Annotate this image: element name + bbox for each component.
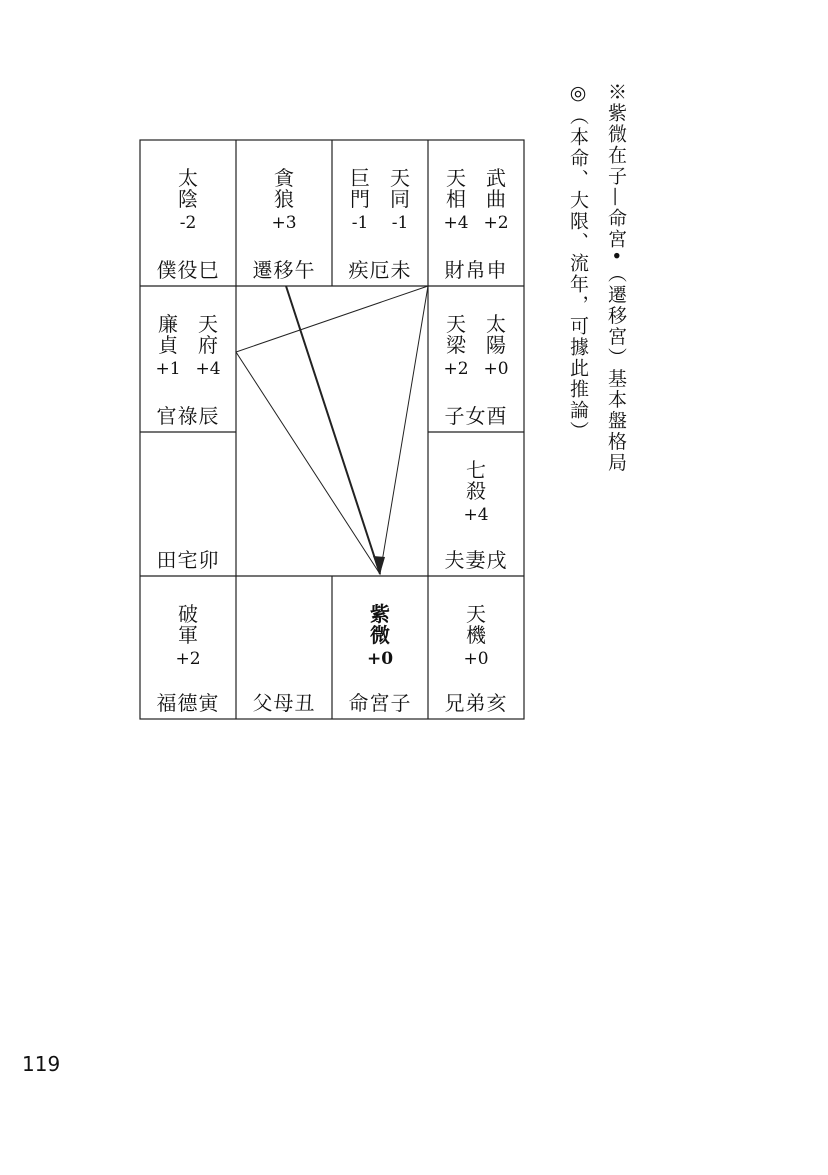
star-brightness: +0 — [483, 359, 509, 379]
star-brightness: +2 — [443, 359, 469, 379]
palace-name: 父母丑 — [252, 691, 316, 715]
palace-chen — [155, 312, 220, 428]
palace-zi — [349, 602, 412, 715]
star-name-char: 相 — [446, 187, 466, 211]
star-name-char: 太 — [486, 312, 506, 336]
palace-name: 官祿辰 — [156, 404, 220, 428]
star-brightness: +1 — [155, 359, 181, 379]
star-name-char: 貞 — [158, 333, 178, 357]
palace-name: 田宅卯 — [156, 548, 220, 572]
triangle-connectors — [236, 286, 428, 574]
star-name-char: 曲 — [486, 187, 506, 211]
star-brightness: +0 — [366, 649, 394, 669]
palace-chou — [253, 691, 316, 715]
star-name-char: 軍 — [178, 623, 198, 647]
star-name-char: 梁 — [446, 333, 466, 357]
star-brightness: -1 — [351, 213, 369, 233]
palace-name: 福德寅 — [156, 691, 220, 715]
palace-name: 子女酉 — [444, 404, 508, 428]
palace-yin — [157, 602, 220, 715]
palace-wei — [349, 166, 412, 282]
star-name-char: 貪 — [274, 166, 294, 190]
palace-name: 遷移午 — [252, 258, 316, 282]
palace-name: 僕役巳 — [156, 258, 220, 282]
star-name-char: 門 — [350, 187, 370, 211]
star-name-char: 陰 — [178, 187, 198, 211]
star-brightness: -2 — [179, 213, 197, 233]
palace-name: 財帛申 — [444, 258, 508, 282]
title-note: ※紫微在子—命宮•（遷移宮）基本盤格局 — [605, 82, 627, 474]
star-name-char: 天 — [390, 166, 410, 190]
star-brightness: +3 — [271, 213, 297, 233]
star-name-char: 狼 — [274, 187, 294, 211]
star-name-char: 天 — [446, 166, 466, 190]
palace-name: 夫妻戌 — [444, 548, 508, 572]
star-name-char: 微 — [370, 623, 390, 647]
star-brightness: +4 — [443, 213, 469, 233]
star-name-char: 太 — [178, 166, 198, 190]
star-name-char: 天 — [466, 602, 486, 626]
page-number: 119 — [22, 1052, 61, 1076]
star-brightness: +2 — [483, 213, 509, 233]
palace-name: 命宮子 — [348, 691, 412, 715]
palace-you — [443, 312, 508, 428]
palace-mao — [157, 548, 220, 572]
star-name-char: 廉 — [158, 312, 178, 336]
star-name-char: 陽 — [486, 333, 506, 357]
star-brightness: +4 — [463, 505, 489, 525]
subtitle-note: ◎（本命、大限、流年，可據此推論） — [567, 82, 589, 442]
palace-wu — [253, 166, 316, 282]
star-name-char: 破 — [178, 602, 198, 626]
star-name-char: 七 — [466, 458, 486, 482]
palace-si — [157, 166, 220, 282]
star-brightness: +2 — [175, 649, 201, 669]
star-brightness: +4 — [195, 359, 221, 379]
star-name-char: 天 — [446, 312, 466, 336]
star-brightness: -1 — [391, 213, 409, 233]
palace-shen — [443, 166, 508, 282]
arrow-head — [373, 556, 385, 574]
palace-xu — [445, 458, 508, 572]
star-name-char: 巨 — [350, 166, 370, 190]
star-name-char: 府 — [198, 333, 218, 357]
star-name-char: 殺 — [466, 479, 486, 503]
star-name-char: 同 — [390, 187, 410, 211]
star-brightness: +0 — [463, 649, 489, 669]
star-name-char: 武 — [486, 166, 506, 190]
star-name-char: 天 — [198, 312, 218, 336]
palace-hai — [445, 602, 508, 715]
star-name-char: 機 — [466, 623, 486, 647]
star-name-char: 紫 — [370, 602, 390, 626]
palace-name: 疾厄未 — [348, 258, 412, 282]
qianyi-axis-line — [286, 286, 380, 574]
palace-name: 兄弟亥 — [444, 691, 508, 715]
